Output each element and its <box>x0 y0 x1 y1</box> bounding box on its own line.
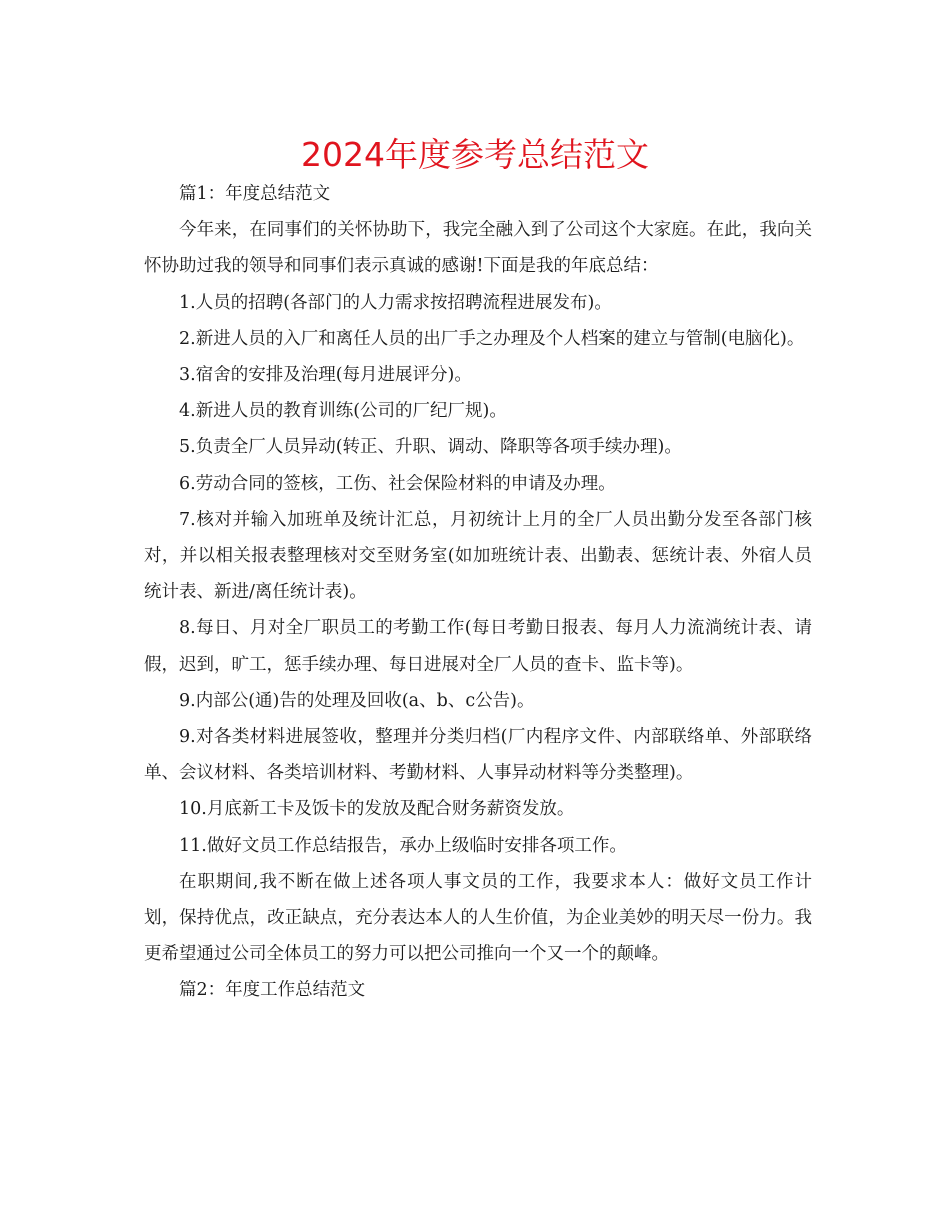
list-item-3: 3.宿舍的安排及治理(每月进展评分)。 <box>179 365 472 386</box>
list-item-4: 4.新进人员的教育训练(公司的厂纪厂规)。 <box>179 401 507 422</box>
intro-paragraph: 今年来，在同事们的关怀协助下，我完全融入到了公司这个大家庭。在此，我向关怀协助过我的领导和同事们表示真诚的感谢!下面是我的年底总结： <box>144 220 812 277</box>
list-item-7: 7.核对并输入加班单及统计汇总，月初统计上月的全厂人员出勤分发至各部门核对，并以相关报表整理核对交至财务室(如加班统计表、出勤表、惩统计表、外宿人员统计表、新进/离任统计表)。 <box>144 509 812 603</box>
list-item-2: 2.新进人员的入厂和离任人员的出厂手之办理及个人档案的建立与管制(电脑化)。 <box>179 328 805 349</box>
document-body <box>144 176 812 1009</box>
list-item-8: 8.每日、月对全厂职员工的考勤工作(每日考勤日报表、每月人力流淌统计表、请假，迟到，旷工，惩手续办理、每日进展对全厂人员的查卡、监卡等)。 <box>144 618 812 675</box>
list-item-11: 11.做好文员工作总结报告，承办上级临时安排各项工作。 <box>179 835 627 856</box>
list-item-6: 6.劳动合同的签核，工伤、社会保险材料的申请及办理。 <box>179 473 616 494</box>
list-item-9a: 9.内部公(通)告的处理及回收(a、b、c公告)。 <box>179 690 535 711</box>
section-heading-1: 篇1：年度总结范文 <box>179 184 331 204</box>
closing-paragraph: 在职期间,我不断在做上述各项人事文员的工作，我要求本人：做好文员工作计划，保持优点，改正缺点，充分表达本人的人生价值，为企业美妙的明天尽一份力。我更希望通过公司全体员工的努力可以把公司推向一个又一个的颠峰。 <box>144 871 812 965</box>
section-heading-2: 篇2：年度工作总结范文 <box>179 980 366 1001</box>
list-item-10: 10.月底新工卡及饭卡的发放及配合财务薪资发放。 <box>179 799 575 820</box>
list-item-5: 5.负责全厂人员异动(转正、升职、调动、降职等各项手续办理)。 <box>179 437 682 458</box>
list-item-9b: 9.对各类材料进展签收，整理并分类归档(厂内程序文件、内部联络单、外部联络单、会议材料、各类培训材料、考勤材料、人事异动材料等分类整理)。 <box>144 727 812 784</box>
list-item-1: 1.人员的招聘(各部门的人力需求按招聘流程进展发布)。 <box>179 292 612 313</box>
document-title: 2024年度参考总结范文 <box>301 135 649 174</box>
